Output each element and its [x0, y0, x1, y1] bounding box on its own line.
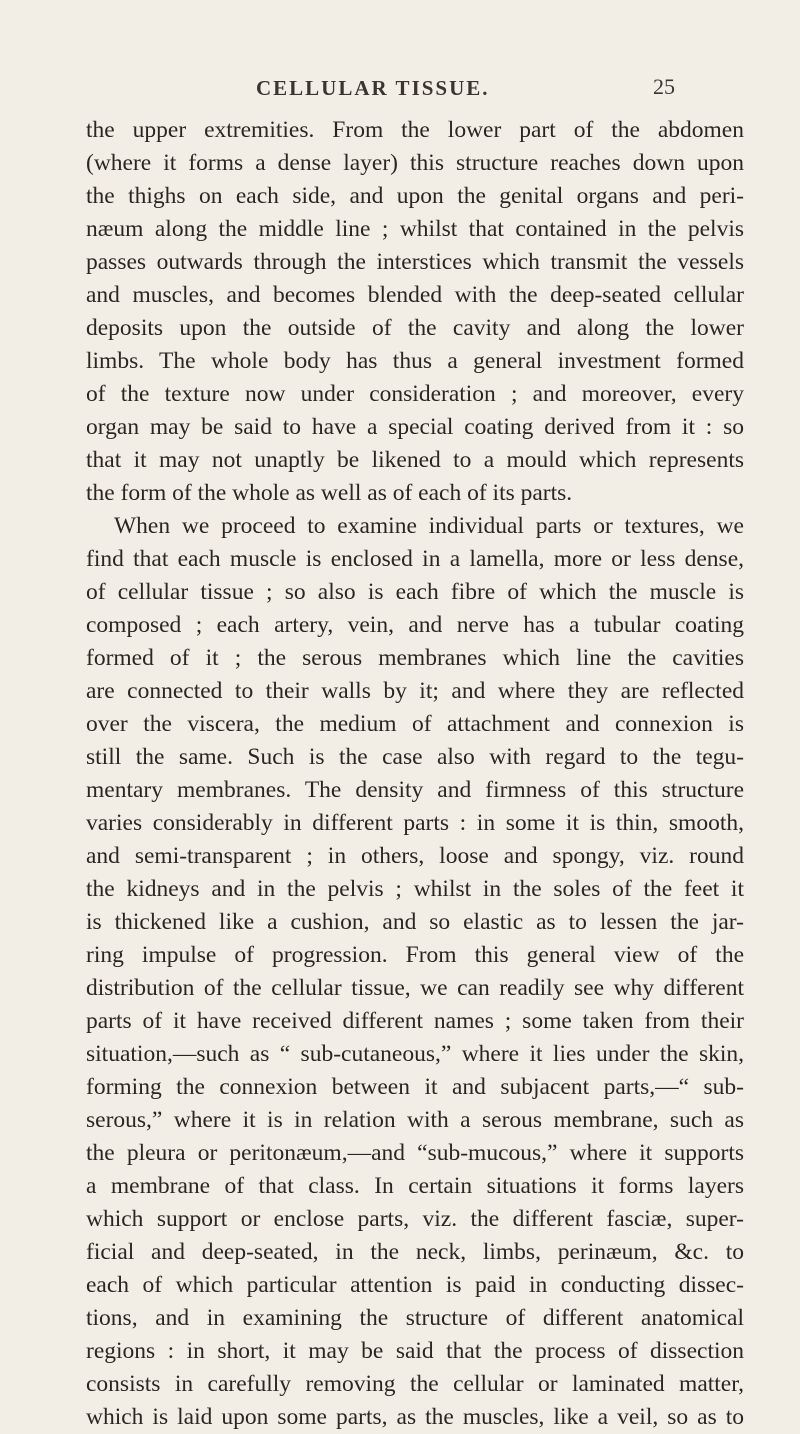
text-line: consists in carefully removing the cellular or laminated matter,: [86, 1371, 744, 1397]
text-line: regions : in short, it may be said that the process of dissection: [86, 1338, 744, 1364]
text-line: the thighs on each side, and upon the genital organs and peri-: [86, 183, 744, 209]
page-number: 25: [653, 74, 675, 99]
text-line: the form of the whole as well as of each of its parts.: [86, 480, 573, 506]
text-line: serous,” where it is in relation with a serous membrane, such as: [86, 1107, 744, 1133]
text-line: the upper extremities. From the lower part of the abdomen: [86, 117, 744, 143]
text-line: and muscles, and becomes blended with the deep-seated cellular: [86, 282, 744, 308]
text-line: formed of it ; the serous membranes which line the cavities: [86, 645, 744, 671]
text-line: is thickened like a cushion, and so elastic as to lessen the jar-: [86, 909, 744, 935]
text-line: limbs. The whole body has thus a general investment formed: [86, 348, 744, 374]
text-line: deposits upon the outside of the cavity and along the lower: [86, 315, 744, 341]
running-title: CELLULAR TISSUE.: [256, 76, 490, 100]
text-line: of cellular tissue ; so also is each fibre of which the muscle is: [86, 579, 744, 605]
text-line: distribution of the cellular tissue, we can readily see why different: [86, 975, 744, 1001]
text-line: passes outwards through the interstices which transmit the vessels: [86, 249, 744, 275]
text-line: parts of it have received different names ; some taken from their: [86, 1008, 744, 1034]
text-line: find that each muscle is enclosed in a lamella, more or less dense,: [86, 546, 744, 572]
text-line: mentary membranes. The density and firmness of this structure: [86, 777, 744, 803]
text-line: are connected to their walls by it; and where they are reflected: [86, 678, 744, 704]
body-text: [86, 114, 744, 1434]
text-line: the kidneys and in the pelvis ; whilst in the soles of the feet it: [86, 876, 744, 902]
text-line: that it may not unaptly be likened to a mould which represents: [86, 447, 744, 473]
text-line: composed ; each artery, vein, and nerve has a tubular coating: [86, 612, 744, 638]
text-line: over the viscera, the medium of attachment and connexion is: [86, 711, 744, 737]
text-line: varies considerably in different parts : in some it is thin, smooth,: [86, 810, 744, 836]
text-line: which is laid upon some parts, as the muscles, like a veil, so as to: [86, 1404, 744, 1430]
text-line: still the same. Such is the case also with regard to the tegu-: [86, 744, 744, 770]
text-line: (where it forms a dense layer) this structure reaches down upon: [86, 150, 744, 176]
text-line: a membrane of that class. In certain situations it forms layers: [86, 1173, 744, 1199]
text-line: forming the connexion between it and subjacent parts,—“ sub-: [86, 1074, 744, 1100]
text-line: the pleura or peritonæum,—and “sub-mucous,” where it supports: [86, 1140, 744, 1166]
text-line: ficial and deep-seated, in the neck, limbs, perinæum, &c. to: [86, 1239, 744, 1265]
text-line: each of which particular attention is paid in conducting dissec-: [86, 1272, 744, 1298]
text-line: situation,—such as “ sub-cutaneous,” where it lies under the skin,: [86, 1041, 744, 1067]
text-line: of the texture now under consideration ; and moreover, every: [86, 381, 744, 407]
text-line: ring impulse of progression. From this general view of the: [86, 942, 744, 968]
text-line: næum along the middle line ; whilst that contained in the pelvis: [86, 216, 744, 242]
text-line: and semi-transparent ; in others, loose and spongy, viz. round: [86, 843, 744, 869]
text-line: which support or enclose parts, viz. the different fasciæ, super-: [86, 1206, 744, 1232]
text-line: tions, and in examining the structure of different anatomical: [86, 1305, 744, 1331]
text-line: When we proceed to examine individual parts or textures, we: [114, 513, 744, 539]
text-line: organ may be said to have a special coating derived from it : so: [86, 414, 744, 440]
